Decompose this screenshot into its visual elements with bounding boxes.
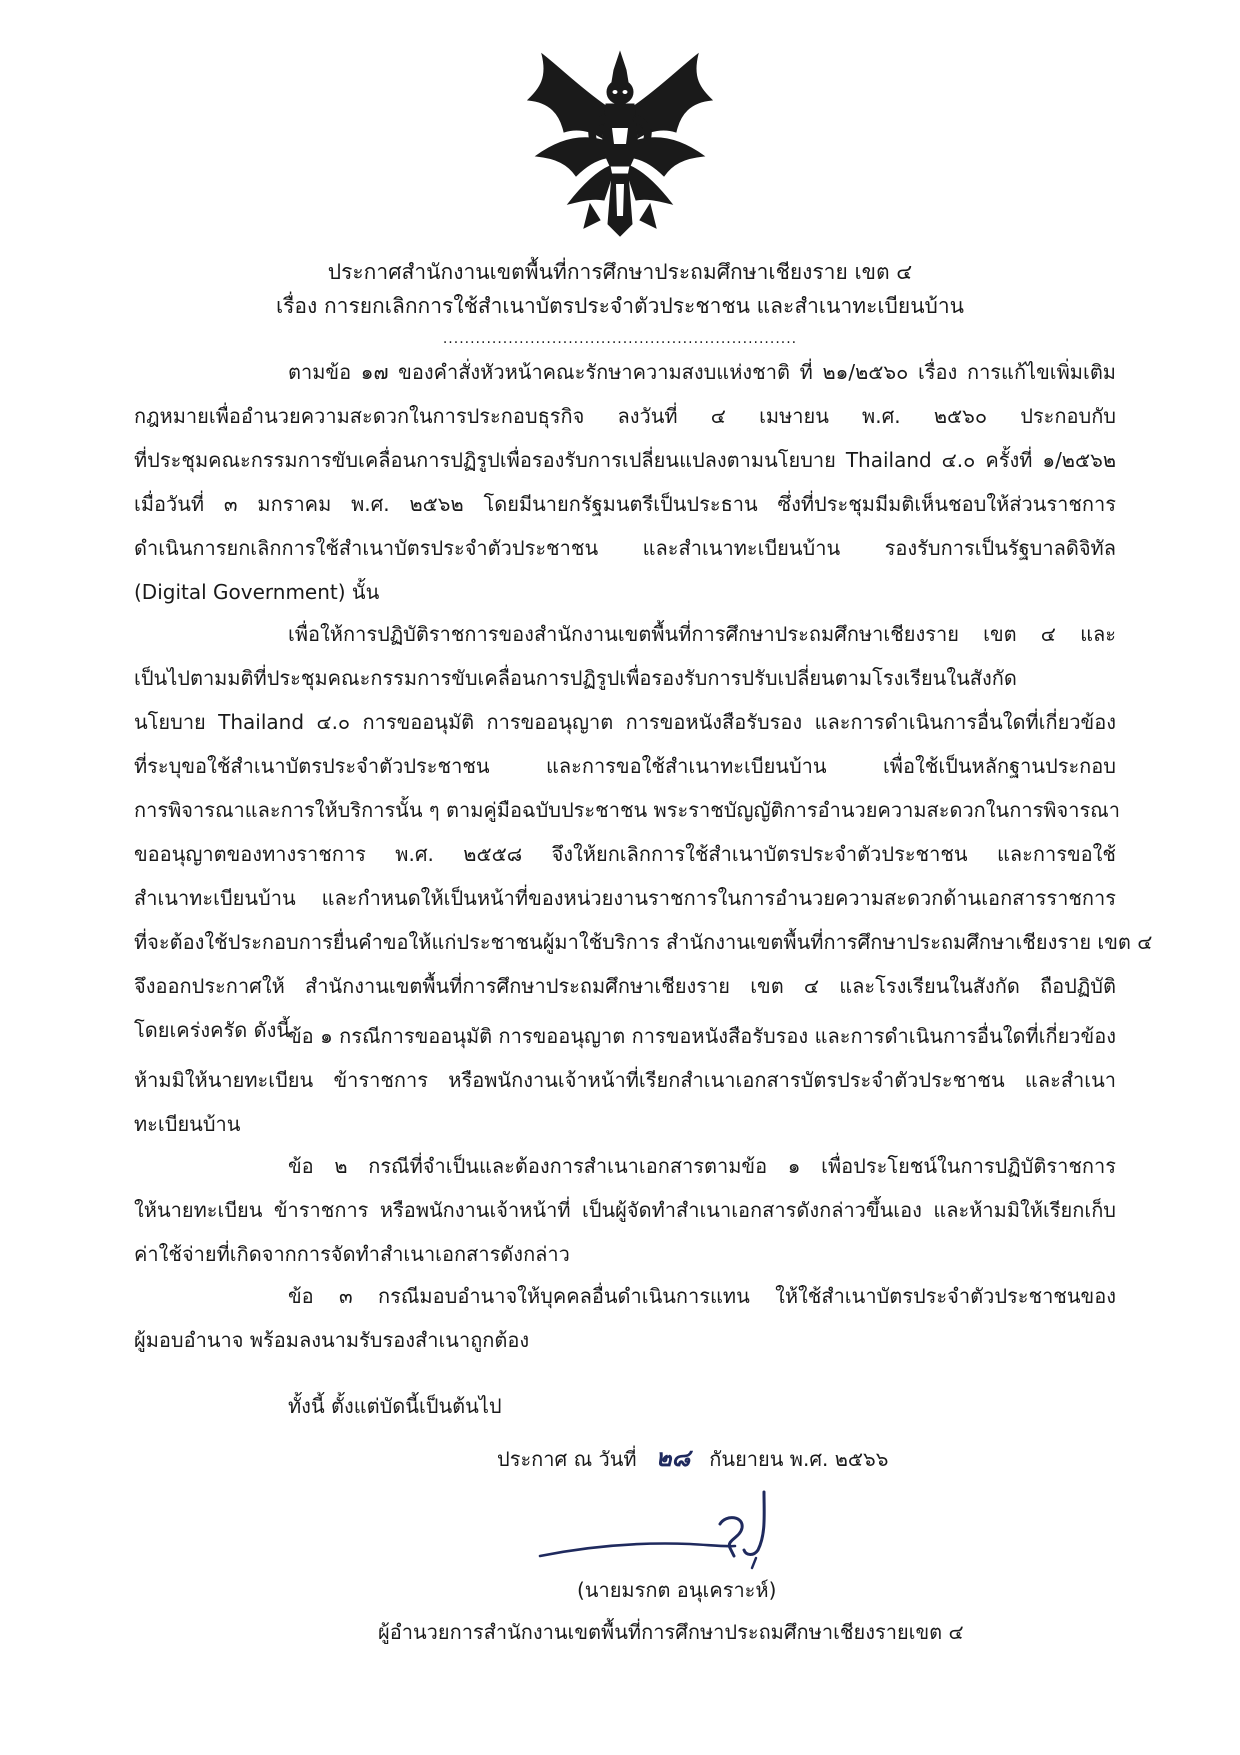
text-line: โดยเคร่งครัด ดังนี้	[134, 1018, 291, 1042]
date-day: ๒๘	[655, 1444, 691, 1472]
announcement-title: ประกาศสำนักงานเขตพื้นที่การศึกษาประถมศึกษาเชียงราย เขต ๔	[327, 260, 913, 284]
text-line: ห้ามมิให้นายทะเบียน ข้าราชการ หรือพนักงานเจ้าหน้าที่เรียกสำเนาเอกสารบัตรประจำตัวประชาชน และสำเนา	[134, 1068, 1116, 1092]
text-line: (Digital Government) นั้น	[134, 580, 380, 604]
text-line: ค่าใช้จ่ายที่เกิดจากการจัดทำสำเนาเอกสารดังกล่าว	[134, 1242, 570, 1266]
text-line: จึงออกประกาศให้ สำนักงานเขตพื้นที่การศึกษาประถมศึกษาเชียงราย เขต ๔ และโรงเรียนในสังกัด ถือปฏิบัติ	[134, 974, 1116, 998]
text-line: ข้อ ๓ กรณีมอบอำนาจให้บุคคลอื่นดำเนินการแทน ให้ใช้สำเนาบัตรประจำตัวประชาชนของ	[288, 1284, 1116, 1308]
text-line: ผู้มอบอำนาจ พร้อมลงนามรับรองสำเนาถูกต้อง	[134, 1328, 530, 1352]
announcement-date	[497, 1438, 888, 1479]
text-line: การพิจารณาและการให้บริการนั้น ๆ ตามคู่มือฉบับประชาชน พระราชบัญญัติการอำนวยความสะดวกในการพิจารณา	[134, 798, 1120, 822]
title-separator: .................................................................	[442, 331, 798, 347]
text-line: เมื่อวันที่ ๓ มกราคม พ.ศ. ๒๕๖๒ โดยมีนายกรัฐมนตรีเป็นประธาน ซึ่งที่ประชุมมีมติเห็นชอบให้ส่วนราชการ	[134, 492, 1116, 516]
text-line: ที่ระบุขอใช้สำเนาบัตรประจำตัวประชาชน และการขอใช้สำเนาทะเบียนบ้าน เพื่อใช้เป็นหลักฐานประกอบ	[134, 754, 1116, 778]
garuda-emblem-icon	[520, 48, 720, 238]
text-line: ข้อ ๒ กรณีที่จำเป็นและต้องการสำเนาเอกสารตามข้อ ๑ เพื่อประโยชน์ในการปฏิบัติราชการ	[288, 1154, 1116, 1178]
text-line: เพื่อให้การปฏิบัติราชการของสำนักงานเขตพื้นที่การศึกษาประถมศึกษาเชียงราย เขต ๔ และ	[288, 622, 1116, 646]
text-line: ขออนุญาตของทางราชการ พ.ศ. ๒๕๕๘ จึงให้ยกเลิกการใช้สำเนาบัตรประจำตัวประชาชน และการขอใช้	[134, 842, 1116, 866]
text-line: นโยบาย Thailand ๔.๐ การขออนุมัติ การขออนุญาต การขอหนังสือรับรอง และการดำเนินการอื่นใดที่เกี่ยวข้อง	[134, 710, 1116, 734]
text-line: ทะเบียนบ้าน	[134, 1112, 241, 1136]
signer-name: (นายมรกต อนุเคราะห์)	[577, 1578, 777, 1602]
text-line: ดำเนินการยกเลิกการใช้สำเนาบัตรประจำตัวประชาชน และสำเนาทะเบียนบ้าน รองรับการเป็นรัฐบาลดิจิทัล	[134, 536, 1116, 560]
text-line: ข้อ ๑ กรณีการขออนุมัติ การขออนุญาต การขอหนังสือรับรอง และการดำเนินการอื่นใดที่เกี่ยวข้อง	[288, 1024, 1116, 1048]
text-line: กฎหมายเพื่ออำนวยความสะดวกในการประกอบธุรกิจ ลงวันที่ ๔ เมษายน พ.ศ. ๒๕๖๐ ประกอบกับ	[134, 404, 1116, 428]
text-line: ให้นายทะเบียน ข้าราชการ หรือพนักงานเจ้าหน้าที่ เป็นผู้จัดทำสำเนาเอกสารดังกล่าวขึ้นเอง และห้ามมิให้เรียกเก็บ	[134, 1198, 1116, 1222]
handwritten-signature	[520, 1484, 840, 1574]
date-prefix: ประกาศ ณ วันที่	[497, 1447, 637, 1471]
text-line: ที่ประชุมคณะกรรมการขับเคลื่อนการปฏิรูปเพื่อรองรับการเปลี่ยนแปลงตามนโยบาย Thailand ๔.๐ ครั้งที่ ๑/๒๕๖๒	[134, 448, 1116, 472]
date-suffix: กันยายน พ.ศ. ๒๕๖๖	[709, 1447, 889, 1471]
text-line: สำเนาทะเบียนบ้าน และกำหนดให้เป็นหน้าที่ของหน่วยงานราชการในการอำนวยความสะดวกด้านเอกสารราชการ	[134, 886, 1116, 910]
announcement-subject: เรื่อง การยกเลิกการใช้สำเนาบัตรประจำตัวประชาชน และสำเนาทะเบียนบ้าน	[275, 294, 965, 318]
text-line: ที่จะต้องใช้ประกอบการยื่นคำขอให้แก่ประชาชนผู้มาใช้บริการ สำนักงานเขตพื้นที่การศึกษาประถมศึกษาเชียงราย เขต ๔	[134, 930, 1153, 954]
closing-line: ทั้งนี้ ตั้งแต่บัดนี้เป็นต้นไป	[288, 1394, 502, 1418]
text-line: ตามข้อ ๑๗ ของคำสั่งหัวหน้าคณะรักษาความสงบแห่งชาติ ที่ ๒๑/๒๕๖๐ เรื่อง การแก้ไขเพิ่มเติม	[288, 360, 1116, 384]
text-line: เป็นไปตามมติที่ประชุมคณะกรรมการขับเคลื่อนการปฏิรูปเพื่อรองรับการปรับเปลี่ยนตามโรงเรียนในสังกัด	[134, 666, 1017, 690]
signer-position: ผู้อำนวยการสำนักงานเขตพื้นที่การศึกษาประถมศึกษาเชียงรายเขต ๔	[378, 1620, 964, 1644]
